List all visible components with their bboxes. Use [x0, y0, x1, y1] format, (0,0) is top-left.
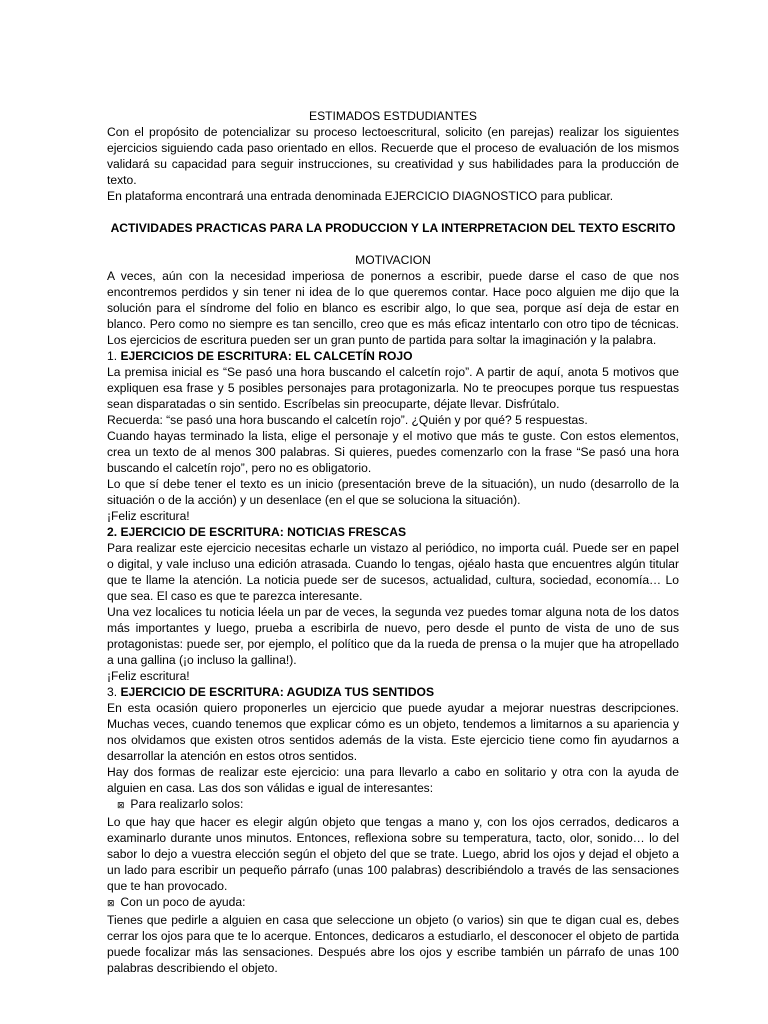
exercise1-paragraph-2: Recuerda: “se pasó una hora buscando el calcetín rojo”. ¿Quién y por qué? 5 respuestas.: [107, 413, 588, 427]
option2-heading: [107, 894, 679, 912]
exercise2-heading: [107, 524, 679, 540]
exercise2-closing: ¡Feliz escritura!: [107, 669, 190, 683]
option2-label: Con un poco de ayuda:: [120, 895, 246, 909]
exercise1-number: 1.: [107, 349, 118, 363]
exercise1-title: EJERCICIOS DE ESCRITURA: EL CALCETÍN ROJO: [120, 349, 413, 363]
exercise1-paragraph-3: Cuando hayas terminado la lista, elige el personaje y el motivo que más te guste. Con estos elementos, crea un texto de al menos 300 palabras. Si quieres, puedes comenzarlo con la frase “Se pasó una hora buscando el calcetín rojo”, pero no es obligatorio.: [107, 429, 679, 475]
motivation-paragraph: A veces, aún con la necesidad imperiosa de ponernos a escribir, puede darse el caso de que nos encontremos perdidos y sin tener ni idea de lo que queremos contar. Hace poco alguien me dijo que la solución para el síndrome del folio en blanco es escribir algo, lo que sea, porque así deja de estar en blanco. Pero como no siempre es tan sencillo, creo que es más eficaz intentarlo con otro tipo de técnicas. Los ejercicios de escritura pueden ser un gran punto de partida para soltar la imaginación y la palabra.: [107, 269, 679, 347]
exercise3-paragraph-2: Hay dos formas de realizar este ejercicio: una para llevarlo a cabo en solitario y otra con la ayuda de alguien en casa. Las dos son válidas e igual de interesantes:: [107, 765, 679, 795]
exercise1-paragraph-4: Lo que sí debe tener el texto es un inicio (presentación breve de la situación), un nudo (desarrollo de la situación o de la acción) y un desenlace (en el que se soluciona la situación).: [107, 477, 679, 507]
option1-label: Para realizarlo solos:: [130, 797, 244, 811]
exercise1-heading: [107, 348, 679, 364]
exercise2-number: 2.: [107, 525, 118, 539]
main-heading: ACTIVIDADES PRACTICAS PARA LA PRODUCCION Y LA INTERPRETACION DEL TEXTO ESCRITO: [110, 221, 676, 235]
option1-paragraph: Lo que hay que hacer es elegir algún objeto que tengas a mano y, con los ojos cerrados, dedicaros a examinarlo durante unos minutos. Entonces, reflexiona sobre su temperatura, tacto, olor, sonido… lo del sabor lo dejo a vuestra elección según el objeto del que se trate. Luego, abrid los ojos y dejad el objeto a un lado para escribir un pequeño párrafo (unas 100 palabras) describiéndolo a través de las sensaciones que te han provocado.: [107, 815, 679, 893]
platform-note: En plataforma encontrará una entrada denominada EJERCICIO DIAGNOSTICO para publicar.: [107, 189, 614, 203]
document-page: [107, 108, 679, 976]
exercise2-paragraph-2: Una vez localices tu noticia léela un par de veces, la segunda vez puedes tomar alguna nota de los datos más importantes y luego, prueba a escribirla de nuevo, pero desde el punto de vista de uno de sus protagonistas: puede ser, por ejemplo, el político que da la rueda de prensa o la mujer que ha atropellado a una gallina (¡o incluso la gallina!).: [107, 605, 679, 667]
checkbox-bullet-icon: ⊠: [107, 899, 115, 909]
option1-heading: [107, 796, 679, 814]
intro-paragraph: Con el propósito de potencializar su proceso lectoescritural, solicito (en parejas) realizar los siguientes ejercicios siguiendo cada paso orientado en ellos. Recuerde que el proceso de evaluación de los mismos validará su capacidad para seguir instrucciones, su creatividad y sus habilidades para la producción de texto.: [107, 125, 679, 187]
spacer: [107, 236, 679, 252]
option2-paragraph: Tienes que pedirle a alguien en casa que seleccione un objeto (o varios) sin que te digan cual es, debes cerrar los ojos para que te lo acerque. Entonces, dedicaros a estudiarlo, el desconocer el objeto de partida puede focalizar más las sensaciones. Después abre los ojos y escribe también un párrafo de unas 100 palabras describiendo el objeto.: [107, 913, 679, 975]
checkbox-bullet-icon: ⊠: [117, 801, 125, 811]
exercise1-closing: ¡Feliz escritura!: [107, 509, 190, 523]
spacer: [107, 204, 679, 220]
exercise1-paragraph-1: La premisa inicial es “Se pasó una hora buscando el calcetín rojo”. A partir de aquí, anota 5 motivos que expliquen esa frase y 5 posibles personajes para protagonizarla. No te preocupes porque tus respuestas sean disparatadas o sin sentido. Escríbelas sin preocuparte, déjate llevar. Disfrútalo.: [107, 365, 679, 411]
exercise3-title: EJERCICIO DE ESCRITURA: AGUDIZA TUS SENTIDOS: [120, 685, 435, 699]
motivation-heading: MOTIVACION: [355, 253, 431, 267]
exercise2-title: EJERCICIO DE ESCRITURA: NOTICIAS FRESCAS: [120, 525, 407, 539]
exercise3-number: 3.: [107, 685, 118, 699]
exercise2-paragraph-1: Para realizar este ejercicio necesitas echarle un vistazo al periódico, no importa cuál. Puede ser en papel o digital, y vale incluso una edición atrasada. Cuando lo tengas, ojéalo hasta que encuentres algún titular que te llame la atención. La noticia puede ser de sucesos, actualidad, cultura, sociedad, economía… Lo que sea. El caso es que te parezca interesante.: [107, 541, 679, 603]
exercise3-paragraph-1: En esta ocasión quiero proponerles un ejercicio que puede ayudar a mejorar nuestras descripciones. Muchas veces, cuando tenemos que explicar cómo es un objeto, tendemos a limitarnos a su apariencia y nos olvidamos que existen otros sentidos además de la vista. Este ejercicio tiene como fin ayudarnos a desarrollar la atención en estos otros sentidos.: [107, 701, 679, 763]
document-title: ESTIMADOS ESTDUDIANTES: [309, 109, 477, 123]
exercise3-heading: [107, 684, 679, 700]
